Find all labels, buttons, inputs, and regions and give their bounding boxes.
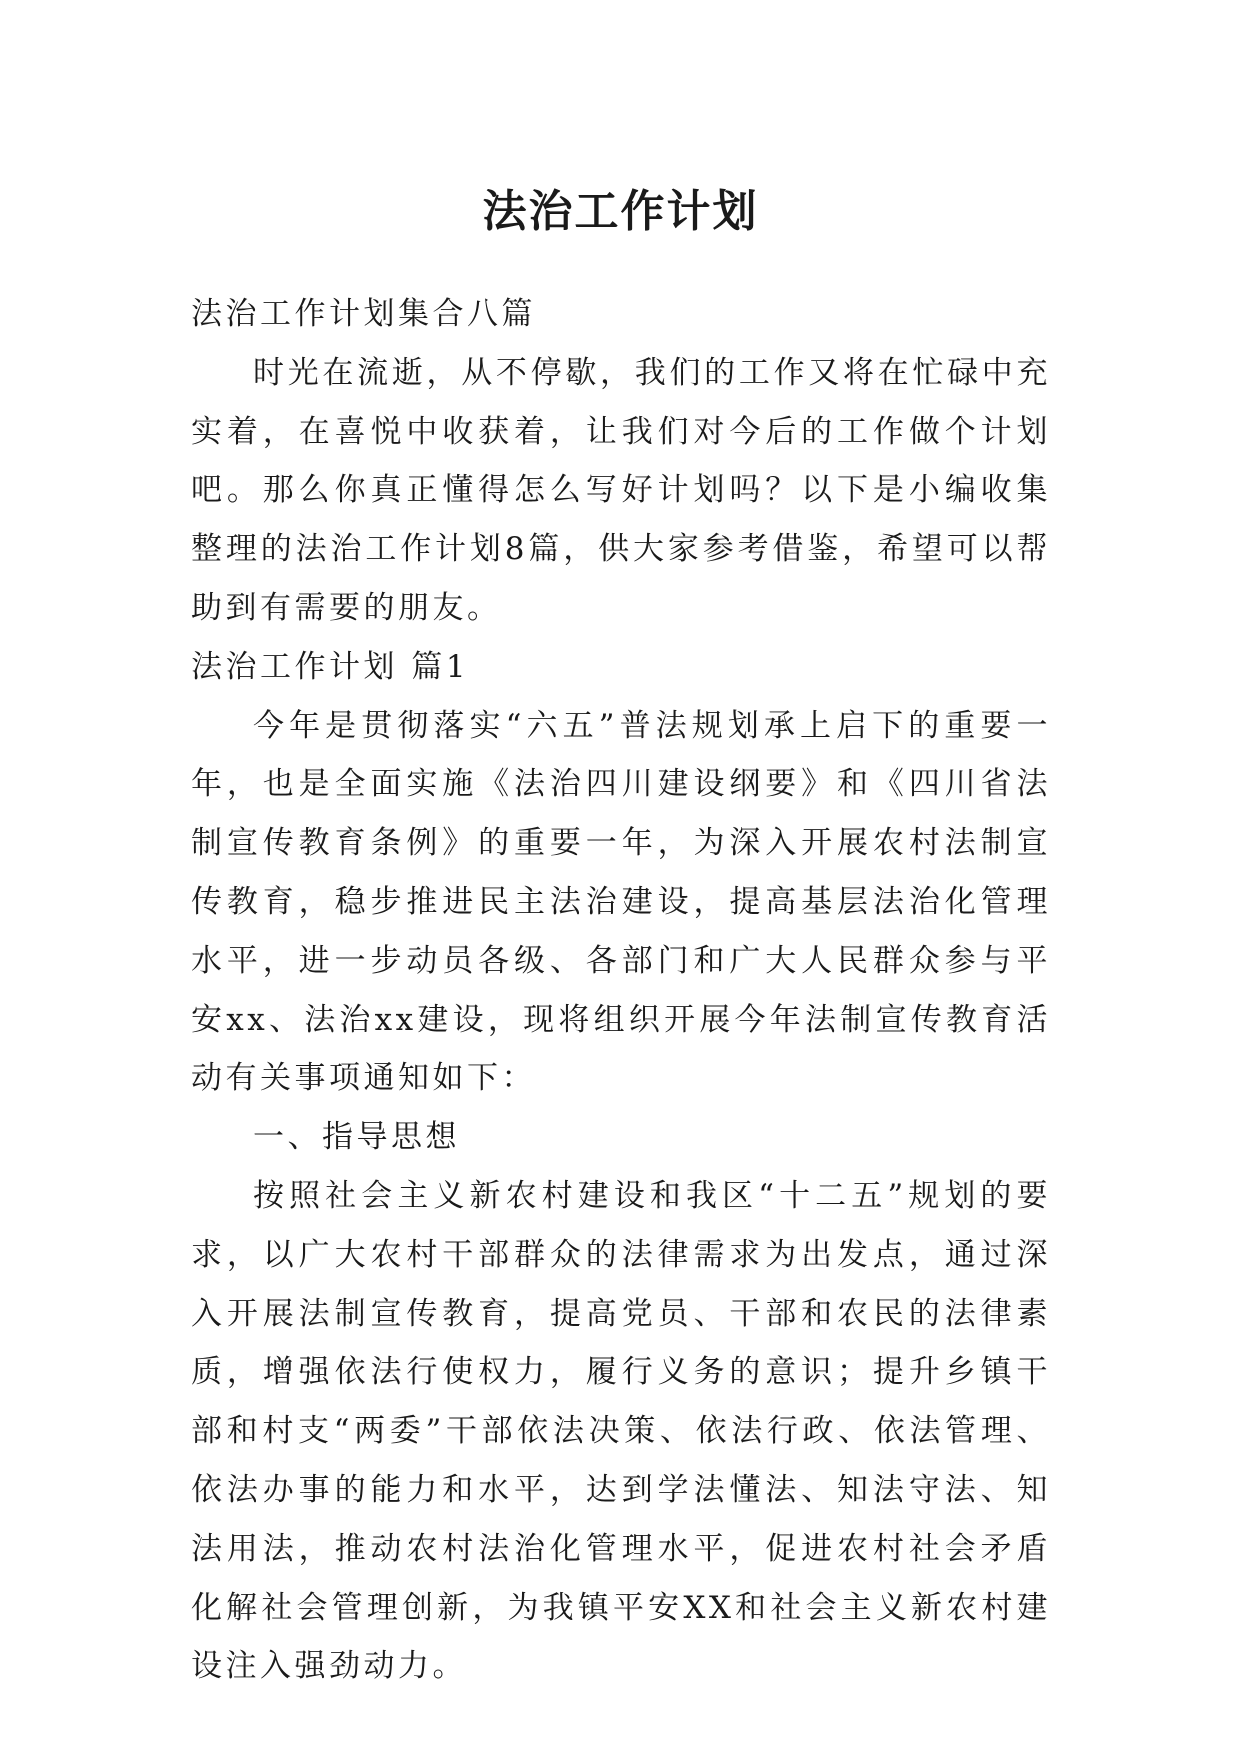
document-subtitle: 法治工作计划集合八篇 (191, 296, 536, 332)
section-paragraph-2: 按照社会主义新农村建设和我区“十二五”规划的要求，以广大农村干部群众的法律需求为出发点，通过深入开展法制宣传教育，提高党员、干部和农民的法律素质，增强依法行使权力，履行义务的意识；提升乡镇干部和村支“两委”干部依法决策、依法行政、依法管理、依法办事的能力和水平，达到学法懂法、知法守法、知法用法，推动农村法治化管理水平，促进农村社会矛盾化解社会管理创新，为我镇平安XX和社会主义新农村建设注入强劲动力。 (191, 1177, 1051, 1685)
document-body (191, 285, 1051, 1696)
section-heading: 法治工作计划 篇1 (191, 648, 470, 685)
intro-paragraph: 时光在流逝，从不停歇，我们的工作又将在忙碌中充实着，在喜悦中收获着，让我们对今后的工作做个计划吧。那么你真正懂得怎么写好计划吗？以下是小编收集整理的法治工作计划8篇，供大家参考借鉴，希望可以帮助到有需要的朋友。 (191, 354, 1051, 626)
document-title: 法治工作计划 (482, 186, 759, 238)
section-paragraph-1: 今年是贯彻落实“六五”普法规划承上启下的重要一年，也是全面实施《法治四川建设纲要》和《四川省法制宣传教育条例》的重要一年，为深入开展农村法制宣传教育，稳步推进民主法治建设，提高基层法治化管理水平，进一步动员各级、各部门和广大人民群众参与平安xx、法治xx建设，现将组织开展今年法制宣传教育活动有关事项通知如下： (191, 707, 1051, 1097)
subheading-guiding-ideology: 一、指导思想 (253, 1119, 460, 1156)
